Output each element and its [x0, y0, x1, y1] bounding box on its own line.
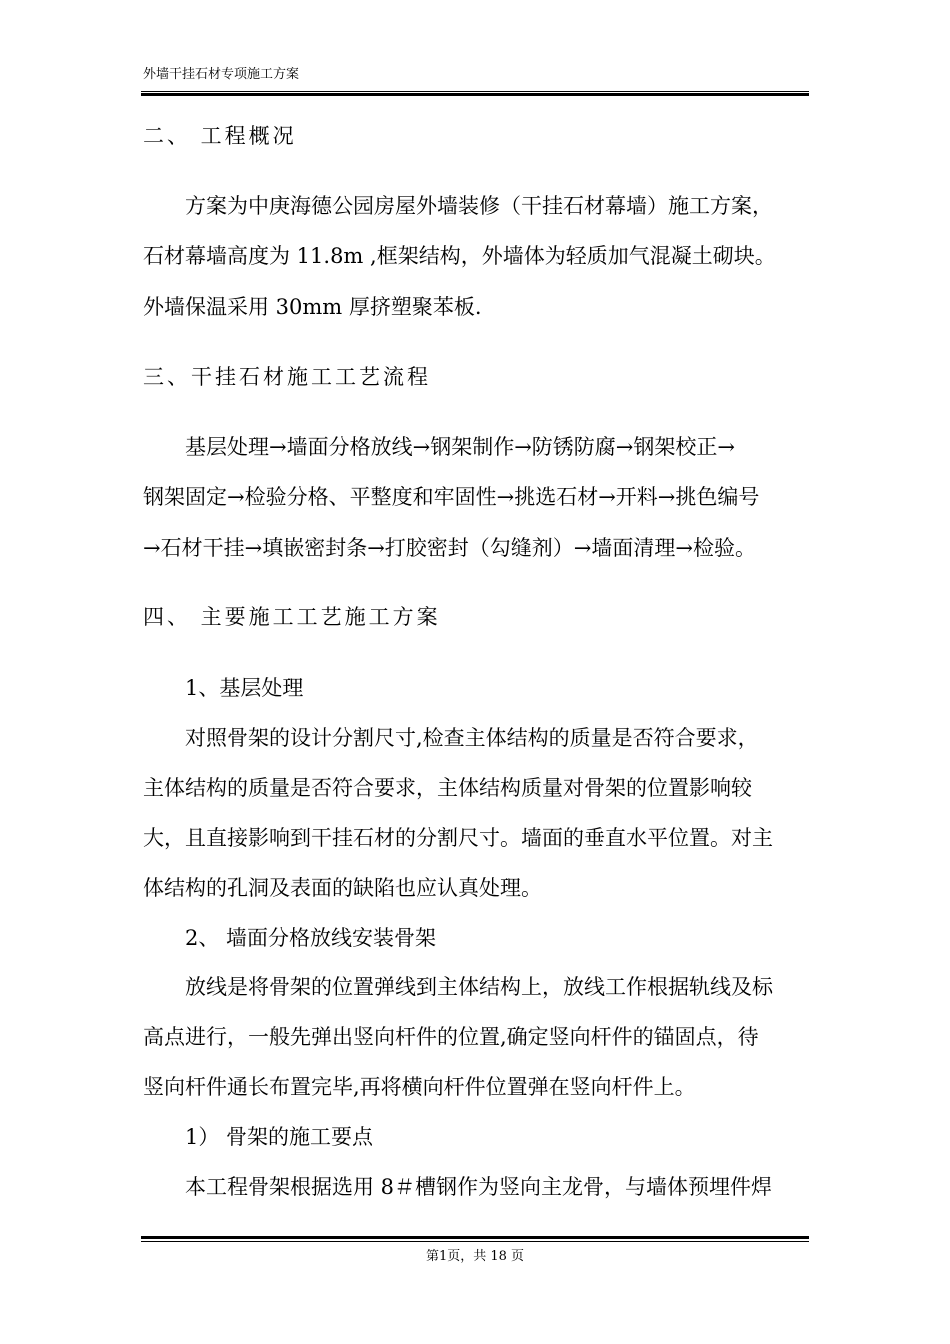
- body-line: 高点进行，一般先弹出竖向杆件的位置,确定竖向杆件的锚固点，待: [143, 1025, 759, 1049]
- body-line: 外墙保温采用 30mm 厚挤塑聚苯板.: [143, 295, 482, 319]
- subsection-title: 1） 骨架的施工要点: [185, 1125, 374, 1149]
- body-line: 体结构的孔洞及表面的缺陷也应认真处理。: [143, 876, 542, 900]
- body-line: 钢架固定→检验分格、平整度和牢固性→挑选石材→开料→挑色编号: [143, 485, 760, 509]
- body-line: 基层处理→墙面分格放线→钢架制作→防锈防腐→钢架校正→: [185, 435, 735, 459]
- body-line: 本工程骨架根据选用 8＃槽钢作为竖向主龙骨，与墙体预埋件焊: [185, 1175, 773, 1199]
- subsection-title: 2、 墙面分格放线安装骨架: [185, 926, 437, 950]
- section-heading-process: 三、干挂石材施工工艺流程: [143, 365, 431, 389]
- subsection-title: 1、基层处理: [185, 676, 304, 700]
- page-number: 第1页，共 18 页: [425, 1249, 525, 1264]
- body-line: 石材幕墙高度为 11.8m ,框架结构，外墙体为轻质加气混凝土砌块。: [143, 244, 776, 268]
- body-line: →石材干挂→填嵌密封条→打胶密封（勾缝剂）→墙面清理→检验。: [143, 536, 756, 560]
- body-line: 大，且直接影响到干挂石材的分割尺寸。墙面的垂直水平位置。对主: [143, 826, 773, 850]
- running-header-title: 外墙干挂石材专项施工方案: [143, 67, 300, 82]
- footer-rule-thick: [141, 1236, 809, 1239]
- body-line: 方案为中庚海德公园房屋外墙装修（干挂石材幕墙）施工方案，: [185, 194, 773, 218]
- body-line: 放线是将骨架的位置弹线到主体结构上，放线工作根据轨线及标: [185, 975, 773, 999]
- section-heading-overview: 二、 工程概况: [143, 124, 297, 148]
- body-line: 主体结构的质量是否符合要求，主体结构质量对骨架的位置影响较: [143, 776, 752, 800]
- section-heading-main-process: 四、 主要施工工艺施工方案: [143, 605, 441, 629]
- header-rule-thick: [141, 93, 809, 96]
- body-line: 竖向杆件通长布置完毕,再将横向杆件位置弹在竖向杆件上。: [143, 1075, 696, 1099]
- header-rule-thin: [141, 91, 809, 92]
- body-line: 对照骨架的设计分割尺寸,检查主体结构的质量是否符合要求，: [185, 726, 759, 750]
- footer-rule-thin: [141, 1241, 809, 1242]
